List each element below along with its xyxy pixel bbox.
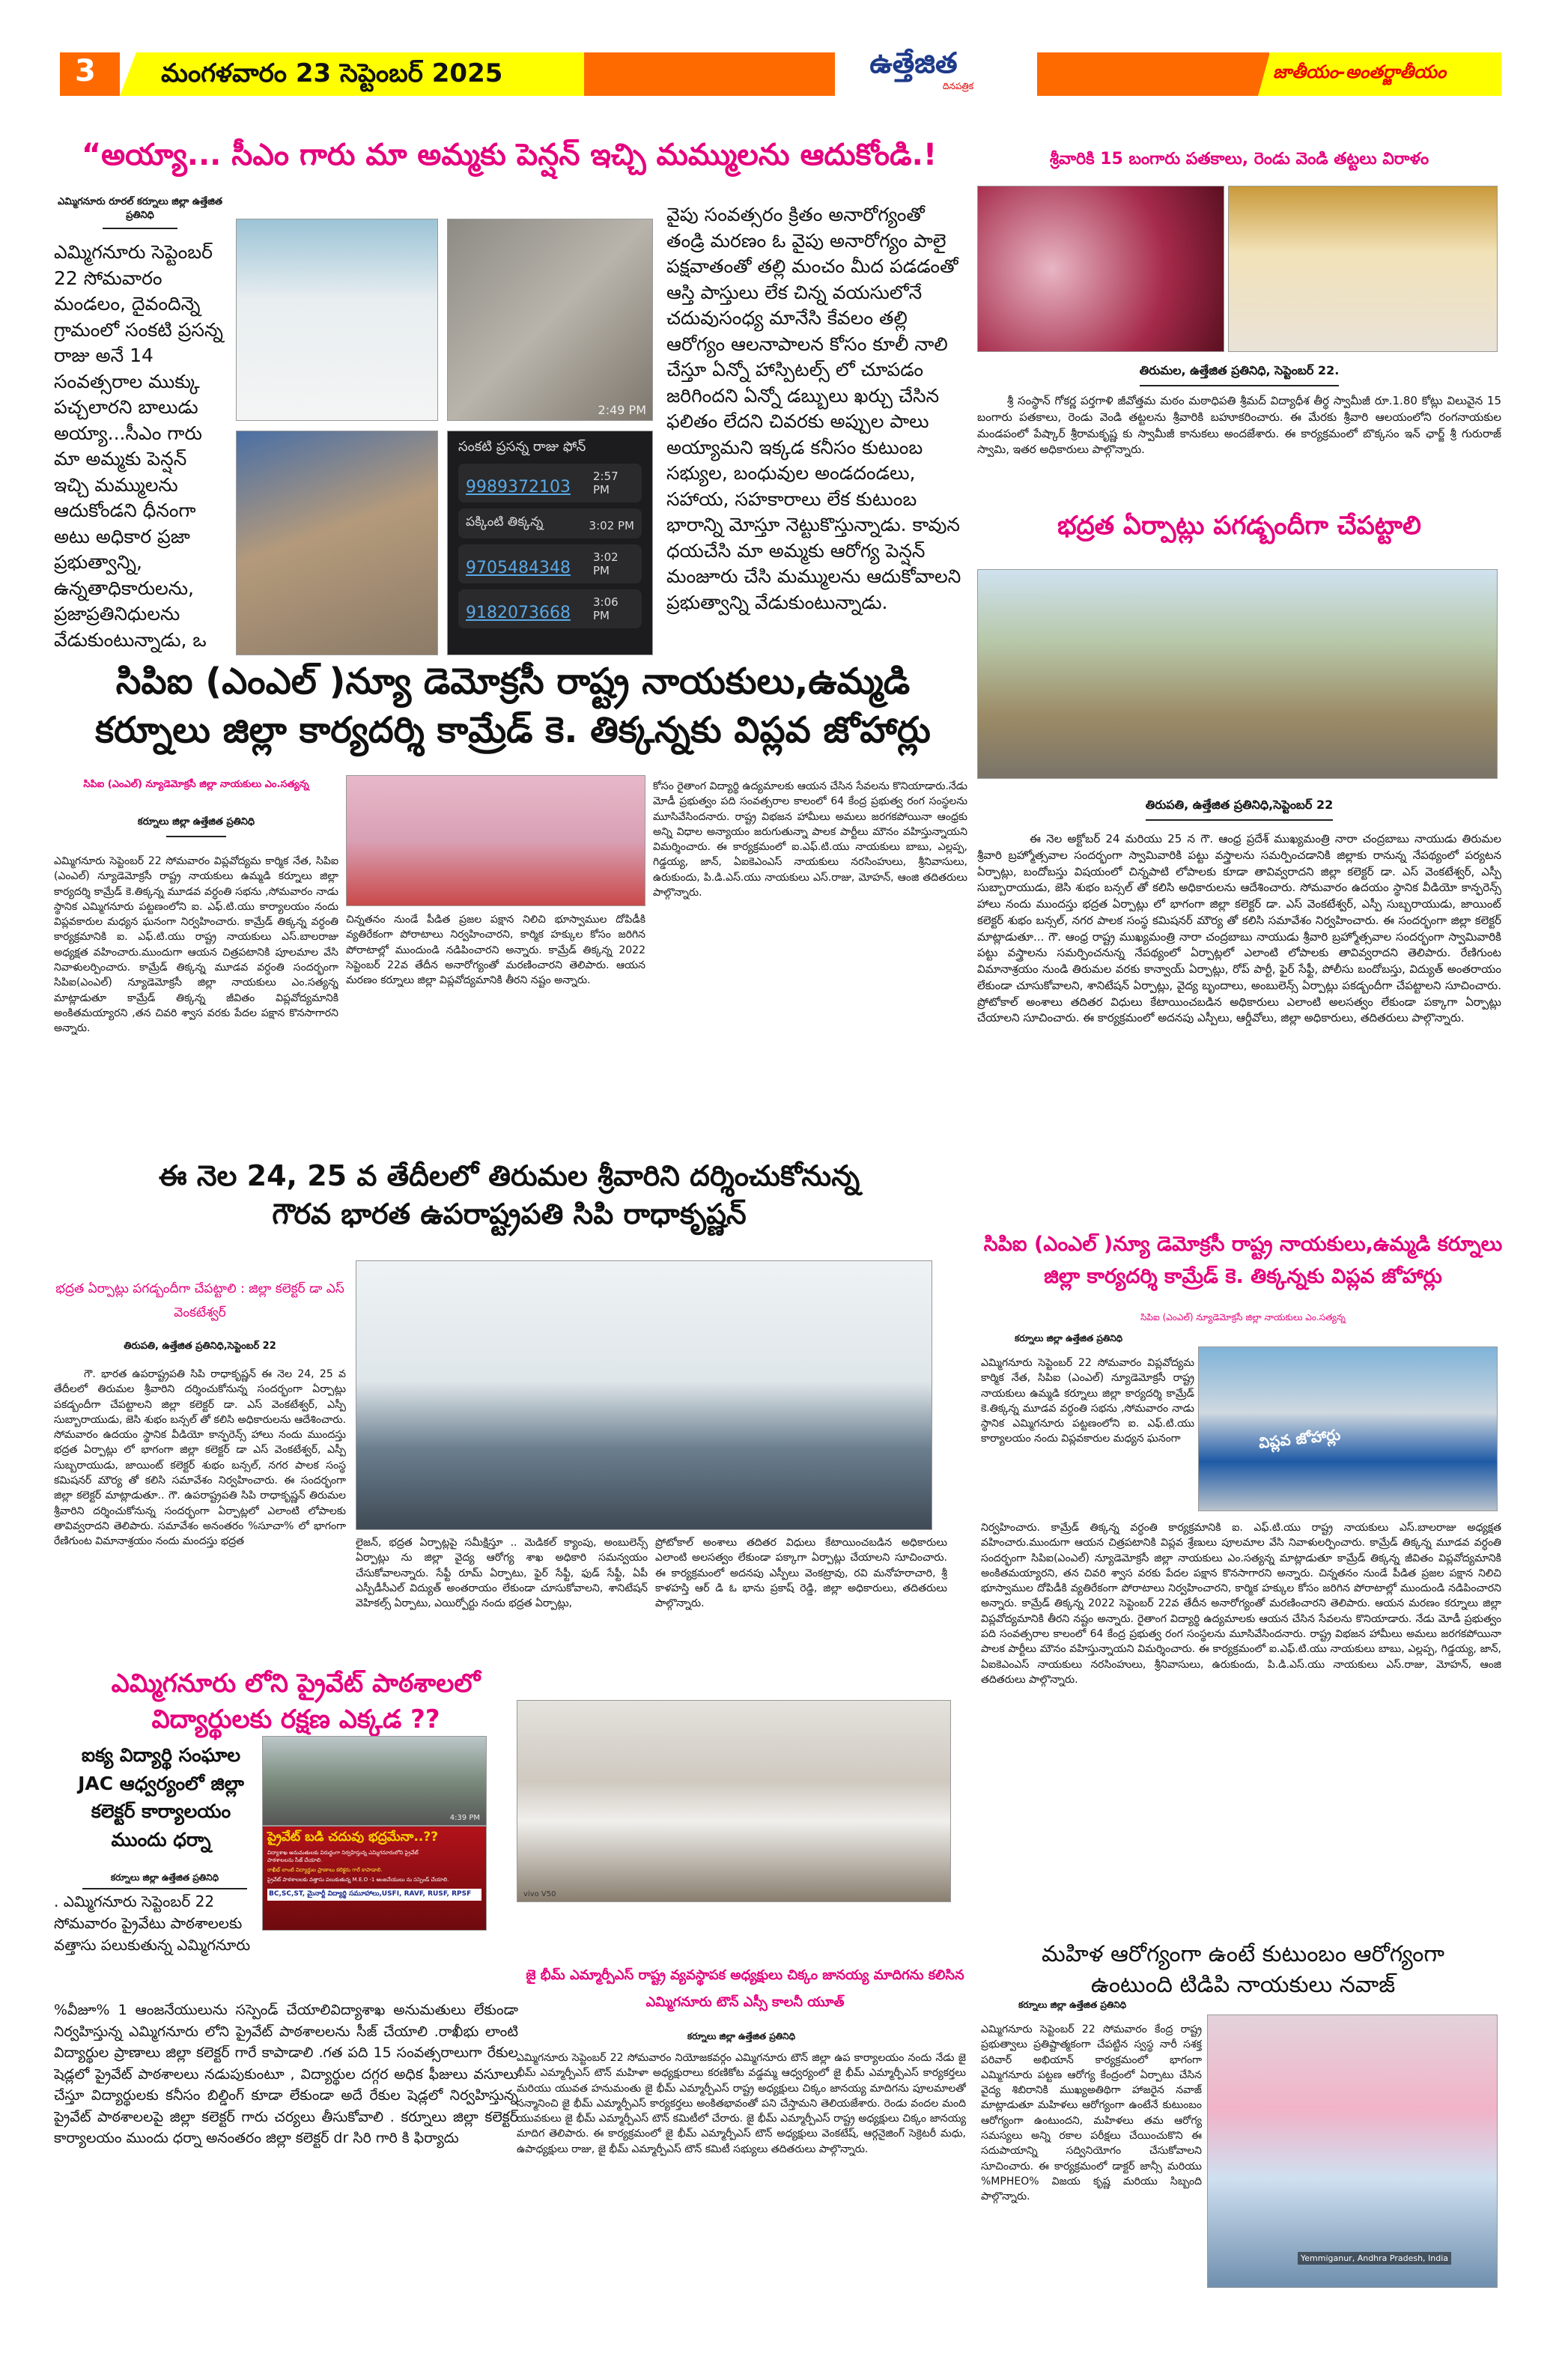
- logo-subtext: దినపత్రిక: [942, 80, 973, 91]
- article-donation-dateline: [977, 363, 1501, 394]
- logo-text: ఉత్తేజిత: [869, 46, 958, 79]
- photo-cpiml-banner: [1198, 1347, 1498, 1511]
- article-pension-headline: “అయ్యా... సీఎం గారు మా అమ్మకు పెన్షన్ ఇచ్చి మమ్ములను ఆదుకోండి.!: [81, 138, 938, 172]
- call-time: 3:06 PM: [592, 595, 619, 622]
- article-pension-col1: ఎమ్మిగనూరు సెప్టెంబర్ 22 సోమవారం మండలం, దైవందిన్నె గ్రామంలో సంకటి ప్రసన్న రాజు అనే 14 సంవత్సరాల ముక్కు పచ్చలారని బాలుడు అయ్యా...సీఎం గారు మా అమ్మకు పెన్షన్ ఇచ్చి మమ్ములను ఆదుకోండని ధీనంగా అటు అధికార ప్రజా ప్రభుత్వాన్ని, ఉన్నతాధికారులను, ప్రజాప్రతినిధులను వేడుకుంటున్నాడు, ఒ: [54, 241, 223, 651]
- photo-officials-police: [977, 569, 1498, 779]
- dateline-text: కర్నూలు జిల్లా ఉత్తేజిత ప్రతినిధి: [137, 816, 255, 828]
- article-vp-dateline: తిరుపతి, ఉత్తేజిత ప్రతినిధి,సెప్టెంబర్ 22: [124, 1341, 276, 1352]
- article-mrps-dateline: కర్నూలు జిల్లా ఉత్తేజిత ప్రతినిధి: [687, 2031, 796, 2041]
- article-cpiml-dateline: [54, 816, 338, 837]
- section-title: జాతీయం-అంతర్జాతీయం: [1273, 61, 1447, 82]
- article-health-headline: మహిళ ఆరోగ్యంగా ఉంటే కుటుంబం ఆరోగ్యంగా ఉంటుంది టిడిపి నాయకులు నవాజ్: [1042, 1941, 1444, 1998]
- article-mrps-headline: జై భీమ్ ఎమ్మార్పీఎస్ రాష్ట్ర వ్యవస్థాపక అధ్యక్షులు చిక్కం జానయ్య మాదిగను కలిసిన ఎమ్మిగనూరు టౌన్ ఎస్సీ కాలనీ యూత్: [526, 1967, 964, 2010]
- article-vp-col2: లైజన్, భద్రత ఏర్పాట్లపై సమీక్షిస్తూ .. మెడికల్ క్యాంపు, అంబులెన్స్ ఏర్పాట్లు ను జిల్లా వైద్య ఆరోగ్య శాఖ అధికారి సమన్వయం చేసుకోవాలన్నారు. సేఫ్టీ రూమ్ ఏర్పాటు, ఫైర్ సేఫ్టీ, ఫుడ్ సేఫ్టీ, ఏపీ ఎస్పీడీసీఎల్ విద్యుత్ అంతరాయం లేకుండా చూసుకోవాలని, శానిటేషన్ వెహికల్స్ ఏర్పాటు, ఎయిర్పోర్టు నందు భద్రత ఏర్పాట్లు,: [356, 1537, 648, 1610]
- newspaper-logo: [839, 46, 988, 100]
- article-vp-col3: ప్రోటోకాల్ అంశాలు తదితర విధులు కేటాయించబడిన అధికారులు ఎలాంటి అలసత్వం లేకుండా పక్కాగా ఏర్పాట్లు చేయాలని సూచించారు. ఈ కార్యక్రమంలో అదనపు ఎస్పీలు వెంకట్రావు, రవి మనోహరాచారి, శ్రీ కాళహస్తి ఆర్ డి ఓ భాను ప్రకాష్ రెడ్డి, జిల్లా అధికారులు, తదితరులు పాల్గొన్నారు.: [655, 1537, 947, 1610]
- photo-banner-text: విప్లవ జోహార్లు: [1257, 1425, 1342, 1452]
- photo-timestamp: 2:49 PM: [598, 403, 646, 417]
- photo-timestamp: 4:39 PM: [449, 1814, 480, 1822]
- article-cpiml2-headline: సిపిఐ (ఎంఎల్ )న్యూ డెమోక్రసీ రాష్ట్ర నాయకులు,ఉమ్మడి కర్నూలు జిల్లా కార్యదర్శి కామ్రేడ్ కె. తిక్కన్నకు విప్లవ జోహార్లు: [983, 1233, 1503, 1289]
- call-number: 9705484348: [466, 559, 571, 577]
- article-cpiml-col1: ఎమ్మిగనూరు సెప్టెంబర్ 22 సోమవారం విప్లవోద్యమ కార్మిక నేత, సిపిఐ (ఎంఎల్) న్యూడెమోక్రసీ రాష్ట్ర నాయకులు ఉమ్మడి కర్నూలు జిల్లా కార్యదర్శి కామ్రేడ్ కె.తిక్కన్న మూడవ వర్ధంతి సభను ,సోమవారం నాడు స్థానిక ఎమ్మిగనూరు పట్టణంలోని ఐ. ఎఫ్.టి.యు కార్యాలయం నందు విప్లవకారుల మధ్యన ఘనంగా నిర్వహించారు. కామ్రేడ్ తిక్కన్న వర్ధంతి కార్యక్రమానికి ఐ. ఎఫ్.టి.యు రాష్ట్ర నాయకులు ఎస్.బాలరాజు అధ్యక్షత వహించారు.ముందుగా ఆయన చిత్రపటానికి పూలమాల వేసి నివాళులర్పించారు. కామ్రేడ్ తిక్కన్న మూడవ వర్ధంతి సందర్భంగా సిపిఐ(ఎంఎల్) న్యూడెమోక్రసీ జిల్లా నాయకులు ఎం.సత్యన్న మాట్లాడుతూ కామ్రేడ్ తిక్కన్న జీవితం విప్లవోద్యమానికి అంకితమయ్యారని ,తన చివరి శ్వాస వరకు పేదల పక్షాన కొనసాగారని అన్నారు.: [54, 855, 338, 1035]
- issue-date: మంగళవారం 23 సెప్టెంబర్ 2025: [161, 58, 503, 88]
- call-time: 2:57 PM: [592, 470, 619, 497]
- photo-boy-mother: [447, 219, 653, 421]
- photo-man: [236, 219, 438, 421]
- article-school-body: %వీజూ% 1 ఆంజనేయులును సస్పెండ్ చేయాలివిద్యాశాఖ అనుమతులు లేకుండా నిర్వహిస్తున్న ఎమ్మిగనూరు లోని ప్రైవేట్ పాఠశాలలను సీజ్ చేయాలి .రాఖీభు లాంటి విద్యార్థుల ప్రాణాలు జిల్లా కలెక్టర్ గారే కాపాడాలి .గత పది 15 సంవత్సరాలుగా రేకుల షెడ్లలో ప్రైవేట్ పాఠశాలలు నడుపుకుంటూ , విద్యార్థుల దగ్గర అధిక ఫీజులు వసూలు చేస్తూ విద్యార్థులకు కనీసం బిల్డింగ్ కూడా లేకుండా అదే రేకుల షెడ్లలో నిర్వహిస్తున్న ప్రైవేట్ పాఠశాలలపై జిల్లా కలెక్టర్ గారు చర్యలు తీసుకోవాలి . కర్నూలు జిల్లా కలెక్టర్ కార్యాలయం ముందు ధర్నా అనంతరం జిల్లా కలెక్టర్ dr సిరి గారి కి ఫిర్యాదు: [54, 2002, 518, 2146]
- article-vp-subhead: భద్రత ఏర్పాట్లు పగడ్బందీగా చేపట్టాలి : జిల్లా కలెక్టర్ డా ఎస్ వెంకటేశ్వర్: [55, 1281, 344, 1321]
- article-school-headline: ఎమ్మిగనూరు లోని ప్రైవేట్ పాఠశాలలో విద్యార్థులకు రక్షణ ఎక్కడ ??: [111, 1669, 481, 1734]
- article-school-dateline: కర్నూలు జిల్లా ఉత్తేజిత ప్రతినిధి: [82, 1872, 247, 1889]
- call-row: [458, 544, 642, 583]
- article-vp-col1: గౌ. భారత ఉపరాష్ట్రపతి సిపి రాధాకృష్ణన్ ఈ నెల 24, 25 వ తేదీలలో తిరుమల శ్రీవారిని దర్శించుకోనున్న సందర్భంగా ఏర్పాట్లు పకడ్బందీగా చేపట్టాలని జిల్లా కలెక్టర్ డా. ఎస్ వెంకటేశ్వర్, ఎస్పీ సుబ్బారాయుడు, జెసి శుభం బన్సల్ తో కలిసి అధికారులను ఆదేశించారు. సోమవారం ఉదయం స్థానిక వీడియో కాన్ఫరెన్స్ హాలు నందు ముందస్తు భద్రత ఏర్పాట్లు లో భాగంగా జిల్లా కలెక్టర్ డా ఎస్ వెంకటేశ్వర్, ఎస్పీ సుబ్బరాయుడు, జాయింట్ కలెక్టర్ శుభం బన్సల్, నగర పాలక సంస్థ కమిషనర్ మౌర్య తో కలిసి సమావేశం నిర్వహించారు. ఈ సందర్భంగా జిల్లా కలెక్టర్ మాట్లాడుతూ.. గౌ. ఉపరాష్ట్రపతి సిపి రాధాకృష్ణన్ తిరుమల శ్రీవారిని దర్శించుకోనున్న సందర్భంగా ఏర్పాట్లలో ఎలాంటి లోపాలకు తావివ్వరాదని తెలిపారు. సమావేశం అనంతరం %సూచా% లో భాగంగా రేణిగుంట విమానాశ్రయం నందు మందస్తు భద్రత: [54, 1368, 346, 1548]
- poster-point: విద్యాశాఖ అనుమతులకు విరుద్ధంగా నిర్వహిస్తున్న ఎమ్మిగనూరులోని ప్రైవేట్ పాఠశాలలను సీజ్ చేయాలి.: [267, 1850, 419, 1863]
- article-pension-col2: వైపు సంవత్సరం క్రితం అనారోగ్యంతో తండ్రి మరణం ఓ వైపు అనారోగ్యం పాలై పక్షవాతంతో తల్లి మంచం మీద పడడంతో ఆస్తి పాస్తులు లేక చిన్న వయసులోనే చదువుసంధ్య మానేసి కేవలం తల్లి ఆరోగ్యం ఆలనాపాలన కోసం కూలీ నాలి చేస్తూ ఏన్నో హాస్పిటల్స్ లో చూపడం జరిగిందని ఏన్నో డబ్బులు ఖర్చు చేసిన ఫలితం లేదని చివరకు అప్పుల పాలు అయ్యామని ఇక్కడ కనీసం కుటుంబ సభ్యుల, బంధువుల అండదండలు, సహాయ, సహకారాలు లేక కుటుంబ భారాన్ని మోస్తూ నెట్టుకొస్తున్నాడు. కావున ధయచేసి మా అమ్మకు ఆరోగ్య పెన్షన్ మంజూరు చేసి మమ్ములను ఆదుకోవాలని ప్రభుత్వాన్ని వేడుకుంటున్నాడు.: [666, 204, 961, 613]
- photo-location-caption: Yemmiganur, Andhra Pradesh, India: [1298, 2252, 1451, 2265]
- article-health-body: ఎమ్మిగనూరు సెప్టెంబర్ 22 సోమవారం కేంద్ర రాష్ట్ర ప్రభుత్వాలు ప్రతిష్టాత్మకంగా చేపట్టిన స్వస్థ నారీ సశక్త పరివార్ అభియాన్ కార్యక్రమంలో భాగంగా ఎమ్మిగనూరు పట్టణ ఆరోగ్య కేంద్రంలో ఏర్పాటు చేసిన వైద్య శిబిరానికి ముఖ్యఅతిథిగా హాజరైన నవాజ్ మాట్లాడుతూ మహిళలు ఆరోగ్యంగా ఉంటేనే కుటుంబం ఆరోగ్యంగా ఉంటుందని, మహిళలు తమ ఆరోగ్య సమస్యలు అన్ని రకాల పరీక్షలు చేయించుకొని ఈ సదుపాయాన్ని సద్వినియోగం చేసుకోవాలని సూచించారు. ఈ కార్యక్రమంలో డాక్టర్ జాన్సీ మరియు %MPHEO% విజయ కృష్ణ మరియు సిబ్బంది పాల్గొన్నారు.: [981, 2024, 1202, 2203]
- article-cpiml2-col1: ఎమ్మిగనూరు సెప్టెంబర్ 22 సోమవారం విప్లవోద్యమ కార్మిక నేత, సిపిఐ (ఎంఎల్) న్యూడెమోక్రసీ రాష్ట్ర నాయకులు ఉమ్మడి కర్నూలు జిల్లా కార్యదర్శి కామ్రేడ్ కె.తిక్కన్న మూడవ వర్ధంతి సభను ,సోమవారం నాడు స్థానిక ఎమ్మిగనూరు పట్టణంలోని ఐ. ఎఫ్.టి.యు కార్యాలయం నందు విప్లవకారుల మధ్యన ఘనంగా: [981, 1357, 1194, 1445]
- photo-mrps-felicitation: [517, 1700, 951, 1902]
- article-security-body: ఈ నెల అక్టోబర్ 24 మరియు 25 న గౌ. ఆంధ్ర ప్రదేశ్ ముఖ్యమంత్రి నారా చంద్రబాబు నాయుడు తిరుమల శ్రీవారి బ్రహ్మోత్సవాల సందర్భంగా స్వామివారికి పట్టు వస్త్రాలను సమర్పించడానికి జిల్లాకు రానున్న నేపథ్యంలో పర్యటన ఏర్పాట్లు, బందోబస్తు విషయంలో చిన్నపాటి లోపాలకు కూడా తావివ్వరాదని జిల్లా కలెక్టర్ డా. ఎస్ వెంకటేశ్వర్, ఎస్పీ సుబ్బారాయుడు, జెసి శుభం బన్సల్ తో కలిసి అధికారులను ఆదేశించారు. సోమవారం ఉదయం స్థానిక వీడియో కాన్ఫరెన్స్ హాలు నందు ముందస్తు భద్రత ఏర్పాట్లు లో భాగంగా జిల్లా కలెక్టర్ డా. ఎస్ వెంకటేశ్వర్, ఎస్పీ సుబ్బరాయుడు, జాయింట్ కలెక్టర్ శుభం బన్సల్, నగర పాలక సంస్థ కమిషనర్ మౌర్య తో కలిసి సమావేశం నిర్వహించారు. ఈ సందర్భంగా జిల్లా కలెక్టర్ మాట్లాడుతూ... గౌ. ఆంధ్ర రాష్ట్ర ముఖ్యమంత్రి నారా చంద్రబాబు నాయుడు శ్రీవారి బ్రహ్మోత్సవాల సందర్భంగా స్వామివారికి పట్టు వస్త్రాలను సమర్పించనున్న నేపథ్యంలో ఏర్పాట్లలో ఎలాంటి లోపాలకు తావివ్వరాదని తెలిపారు. రేణిగుంట విమానాశ్రయం నుండి తిరుమల వరకు కాన్వాయ్ ఏర్పాట్లు, రోప్ పార్టీ, ఫైర్ సేఫ్టీ, పోలీసు బందోబస్తు, విద్యుత్ అంతరాయం లేకుండా చూసుకోవాలని, శానిటేషన్ ఏర్పాట్లు, వైద్య బృందాలు, అంబులెన్స్ ఏర్పాట్లు పకడ్బందీగా చేపట్టాలని సూచించారు. ప్రోటోకాల్ అంశాలు తదితర విధులు కేటాయించబడిన అధికారులు ఎలాంటి అలసత్వం లేకుండా పక్కాగా ఏర్పాట్లు చేయాలని సూచించారు. ఈ కార్యక్రమంలో అదనపు ఎస్పీలు, ఆర్డీవోలు, జిల్లా అధికారులు, తదితరులు పాల్గొన్నారు.: [977, 832, 1501, 1025]
- photo-student-protest: [262, 1736, 487, 1826]
- article-cpiml2-subhead: సిపిఐ (ఎంఎల్) న్యూడెమోక్రసీ జిల్లా నాయకులు ఎం.సత్యన్న: [1140, 1312, 1346, 1323]
- article-cpiml-col3: కోసం రైతాంగ విద్యార్థి ఉద్యమాలకు ఆయన చేసిన సేవలను కొనియాడారు.నేడు మోడీ ప్రభుత్వం పది సంవత్సరాల కాలంలో 64 కేంద్ర ప్రభుత్వ రంగ సంస్థలను మూసివేసిందనారు. రాష్ట్ర విభజన హామీలు అమలు జరగకపోయినా ఆంధ్రకు అన్ని విధాల అన్యాయం జరుగుతున్నా పాలక పార్టీలు మౌనం వహిస్తున్నాయని విమర్శించారు. ఈ కార్యక్రమంలో ఐ.ఎఫ్.టి.యు నాయకులు బాబు, ఎల్లప్ప, గిడ్డయ్య, జాన్, ఏఐకెఎంఎస్ నాయకులు నరసింహులు, శ్రీనివాసులు, ఉరుకుందు, పి.డి.ఎస్.యు నాయకులు ఎస్.రాజు, మోహన్, ఆంజి తదితరులు పాల్గొన్నారు.: [653, 780, 967, 899]
- call-number: 9182073668: [466, 604, 571, 622]
- poster-footer: BC,SC,ST, మైనార్టీ విద్యార్థి సమూహాలు,USFI, RAVF, RUSF, RPSF: [267, 1889, 481, 1901]
- photo-cpiml-tribute: [346, 775, 645, 906]
- photo-airport-meeting: [356, 1260, 932, 1530]
- call-log-screenshot: [447, 431, 653, 655]
- protest-poster: [262, 1826, 487, 1931]
- photo-camera-caption: vivo V50: [523, 1890, 556, 1898]
- photo-gold-medals: [977, 186, 1224, 352]
- article-health-dateline: కర్నూలు జిల్లా ఉత్తేజిత ప్రతినిధి: [1018, 2000, 1127, 2010]
- dateline-text: ఎమ్మిగనూరు రూరల్ కర్నూలు జిల్లా ఉత్తేజిత ప్రతినిధి: [58, 196, 222, 221]
- article-cpiml-col2: చిన్నతనం నుండే పీడిత ప్రజల పక్షాన నిలిచి భూస్వాముల దోపిడీకి వ్యతిరేకంగా పోరాటాలు నిర్వహించారని, కార్మిక హక్కుల కోసం జరిగిన పోరాటాల్లో ముందుండి నడిపించారని అన్నారు. కామ్రేడ్ తిక్కన్న 2022 సెప్టెంబర్ 22వ తేదీన అనారోగ్యంతో మరణించారని తెలిపారు. ఆయన మరణం కర్నూలు జిల్లా విప్లవోద్యమానికి తీరని నష్టం అన్నారు.: [346, 914, 645, 987]
- article-mrps-body: ఎమ్మిగనూరు సెప్టెంబర్ 22 సోమవారం నియోజకవర్గం ఎమ్మిగనూరు టౌన్ జిల్లా ఉప కార్యాలయం నందు నేడు జై భీమ్ ఎమ్మార్పీఎస్ టౌన్ మహిళా అధ్యక్షురాలు కరణికోట వడ్డమ్మ ఆధ్వర్యంలో జై భీమ్ ఎమ్మార్పీఎస్ కార్యకర్తలు మరియు యువత హనుమంతు జై భీమ్ ఎమ్మార్పీఎస్ రాష్ట్ర అధ్యక్షులు చిక్కం జానయ్య మాదిగను పూలమాలతో సన్మానించి జై భీమ్ ఎమ్మార్పీఎస్ కార్యకర్తలు అంకితభావంతో పని చేస్తామని తెలియజేశారు. రెండు వందల మంది యువకులు జై భీమ్ ఎమ్మార్పీఎస్ టౌన్ కమిటీలో చేరారు. జై భీమ్ ఎమ్మార్పీఎస్ రాష్ట్ర అధ్యక్షులు చిక్కం జానయ్య మాదిగ తెలిపారు. ఈ కార్యక్రమంలో జై భీమ్ ఎమ్మార్పీఎస్ టౌన్ అధ్యక్షులు వెంకటేష్, ఆర్గనైజింగ్ సెక్రెటరీ మధు, ఉపాధ్యక్షులు రాజు, జై భీమ్ ఎమ్మార్పీఎస్ టౌన్ కమిటీ సభ్యులు తదితరులు పాల్గొన్నారు.: [517, 2052, 966, 2155]
- page-number: 3: [75, 54, 96, 88]
- photo-bedridden-mother: [236, 431, 438, 655]
- article-cpiml2-dateline: కర్నూలు జిల్లా ఉత్తేజిత ప్రతినిధి: [1015, 1333, 1123, 1344]
- article-cpiml-subhead: సిపిఐ (ఎంఎల్) న్యూడెమోక్రసీ జిల్లా నాయకులు ఎం.సత్యన్న: [83, 779, 309, 790]
- call-time: 3:02 PM: [589, 519, 634, 532]
- article-donation-body: శ్రీ సంస్థాన్ గోకర్ణ పర్తగాళి జీవోత్తమ మఠం మఠాధిపతి శ్రీమద్ విద్యాధీశ తీర్థ స్వామీజీ రూ.1.80 కోట్లు విలువైన 15 బంగారు పతకాలు, రెండు వెండి తట్టలను శ్రీవారికి బహూకరించారు. ఈ మేరకు శ్రీవారి ఆలయంలోని రంగనాయకుల మండపంలో పేష్కార్ శ్రీరామకృష్ణ కు స్వామీజీ కానుకలు అందజేశారు. ఈ కార్యక్రమంలో బొక్కసం ఇన్ ఛార్జ్ శ్రీ గురురాజ్ స్వామి, ఇతర అధికారులు పాల్గొన్నారు.: [977, 394, 1501, 457]
- photo-health-camp: [1207, 2015, 1498, 2288]
- article-school-lead: . ఎమ్మిగనూరు సెప్టెంబర్ 22 సోమవారం ప్రైవేటు పాఠశాలలకు వత్తాసు పలుకుతున్న ఎమ్మిగనూరు: [54, 1892, 251, 1954]
- call-log-title: సంకటి ప్రసన్న రాజు ఫోన్: [458, 439, 586, 455]
- poster-point: ప్రైవేట్ పాఠశాలలకు వత్తాసు పలుకుతున్న M.E.O -1 ఆంజనేయులు ను సస్పెండ్ చేయాలి.: [267, 1877, 449, 1883]
- call-row: [458, 589, 642, 628]
- call-time: 3:02 PM: [592, 550, 619, 577]
- article-vp-headline: ఈ నెల 24, 25 వ తేదీలలో తిరుమల శ్రీవారిని దర్శించుకోనున్న గౌరవ భారత ఉపరాష్ట్రపతి సిపి రాధాకృష్ణన్: [158, 1159, 860, 1231]
- article-security-headline: భద్రత ఏర్పాట్లు పగడ్బందీగా చేపట్టాలి: [1057, 511, 1421, 541]
- call-contact: పక్కింటి తిక్కన్న: [466, 514, 544, 529]
- article-donation-headline: శ్రీవారికి 15 బంగారు పతకాలు, రెండు వెండి తట్టలు విరాళం: [1049, 150, 1429, 169]
- article-cpiml-headline: సిపిఐ (ఎంఎల్ )న్యూ డెమోక్రసీ రాష్ట్ర నాయకులు,ఉమ్మడి కర్నూలు జిల్లా కార్యదర్శి కామ్రేడ్ కె. తిక్కన్నకు విప్లవ జోహార్లు: [95, 661, 931, 751]
- poster-title: ప్రైవేట్ బడి చదువు భద్రమేనా..??: [267, 1830, 439, 1845]
- article-school-subhead: ఐక్య విద్యార్థి సంఘాల JAC ఆధ్వర్యంలో జిల్లా కలెక్టర్ కార్యాలయం ముందు ధర్నా: [78, 1744, 244, 1851]
- photo-swamiji-group: [1228, 186, 1498, 352]
- call-number: 9989372103: [466, 478, 571, 497]
- article-pension-dateline: [54, 196, 226, 229]
- dateline-text: తిరుపతి, ఉత్తేజిత ప్రతినిధి,సెప్టెంబర్ 22: [1146, 798, 1334, 821]
- call-row: [458, 508, 642, 538]
- poster-point: రాఖీభ్ లాంటి విద్యార్థుల ప్రాణాలు కలెక్టరు గారే కాపాడాలి.: [267, 1867, 383, 1873]
- header-orange-band-right: [1037, 52, 1269, 96]
- header-orange-band-left: [584, 52, 835, 96]
- dateline-text: తిరుమల, ఉత్తేజిత ప్రతినిధి, సెప్టెంబర్ 22.: [1140, 363, 1340, 386]
- article-cpiml2-body: నిర్వహించారు. కామ్రేడ్ తిక్కన్న వర్ధంతి కార్యక్రమానికి ఐ. ఎఫ్.టి.యు రాష్ట్ర నాయకులు ఎస్.బాలరాజు అధ్యక్షత వహించారు.ముందుగా ఆయన చిత్రపటానికి విప్లవ శ్రేణులు పూలమాల వేసి నివాళులర్పించారు. కామ్రేడ్ తిక్కన్న మూడవ వర్ధంతి సందర్భంగా సిపిఐ(ఎంఎల్) న్యూడెమోక్రసీ జిల్లా నాయకులు ఎం.సత్యన్న మాట్లాడుతూ కామ్రేడ్ తిక్కన్న జీవితం విప్లవోద్యమానికి అంకితమయ్యారని, తన చివరి శ్వాస వరకు పేదల పక్షాన కొనసాగారని అన్నారు. చిన్నతనం నుండే పీడిత ప్రజల పక్షాన నిలిచి భూస్వాముల దోపిడీకి వ్యతిరేకంగా పోరాటాలు నిర్వహించారని, కార్మిక హక్కుల కోసం జరిగిన పోరాటాల్లో ముందుండి నడిపించారని అన్నారు. కామ్రేడ్ తిక్కన్న 2022 సెప్టెంబర్ 22వ తేదీన అనారోగ్యంతో మరణించారని తెలిపారు. ఆయన మరణం కర్నూలు జిల్లా విప్లవోద్యమానికి తీరని నష్టం అన్నారు. రైతాంగ విద్యార్థి ఉద్యమాలకు ఆయన చేసిన సేవలను కొనియాడారు. నేడు మోడీ ప్రభుత్వం పది సంవత్సరాల కాలంలో 64 కేంద్ర ప్రభుత్వ రంగ సంస్థలను మూసివేసిందనారు. రాష్ట్ర విభజన హామీలు అమలు జరగకపోయినా పాలక పార్టీలు మౌనం వహిస్తున్నాయని విమర్శించారు. ఈ కార్యక్రమంలో ఐ.ఎఫ్.టి.యు నాయకులు బాబు, ఎల్లప్ప, గిడ్డయ్య, జాన్, ఏఐకెఎంఎస్ నాయకులు నరసింహులు, శ్రీనివాసులు, ఉరుకుందు, పి.డి.ఎస్.యు నాయకులు ఎస్.రాజు, మోహన్, ఆంజి తదితరులు పాల్గొన్నారు.: [981, 1522, 1501, 1686]
- article-security-dateline: [977, 798, 1501, 828]
- call-row: [458, 464, 642, 503]
